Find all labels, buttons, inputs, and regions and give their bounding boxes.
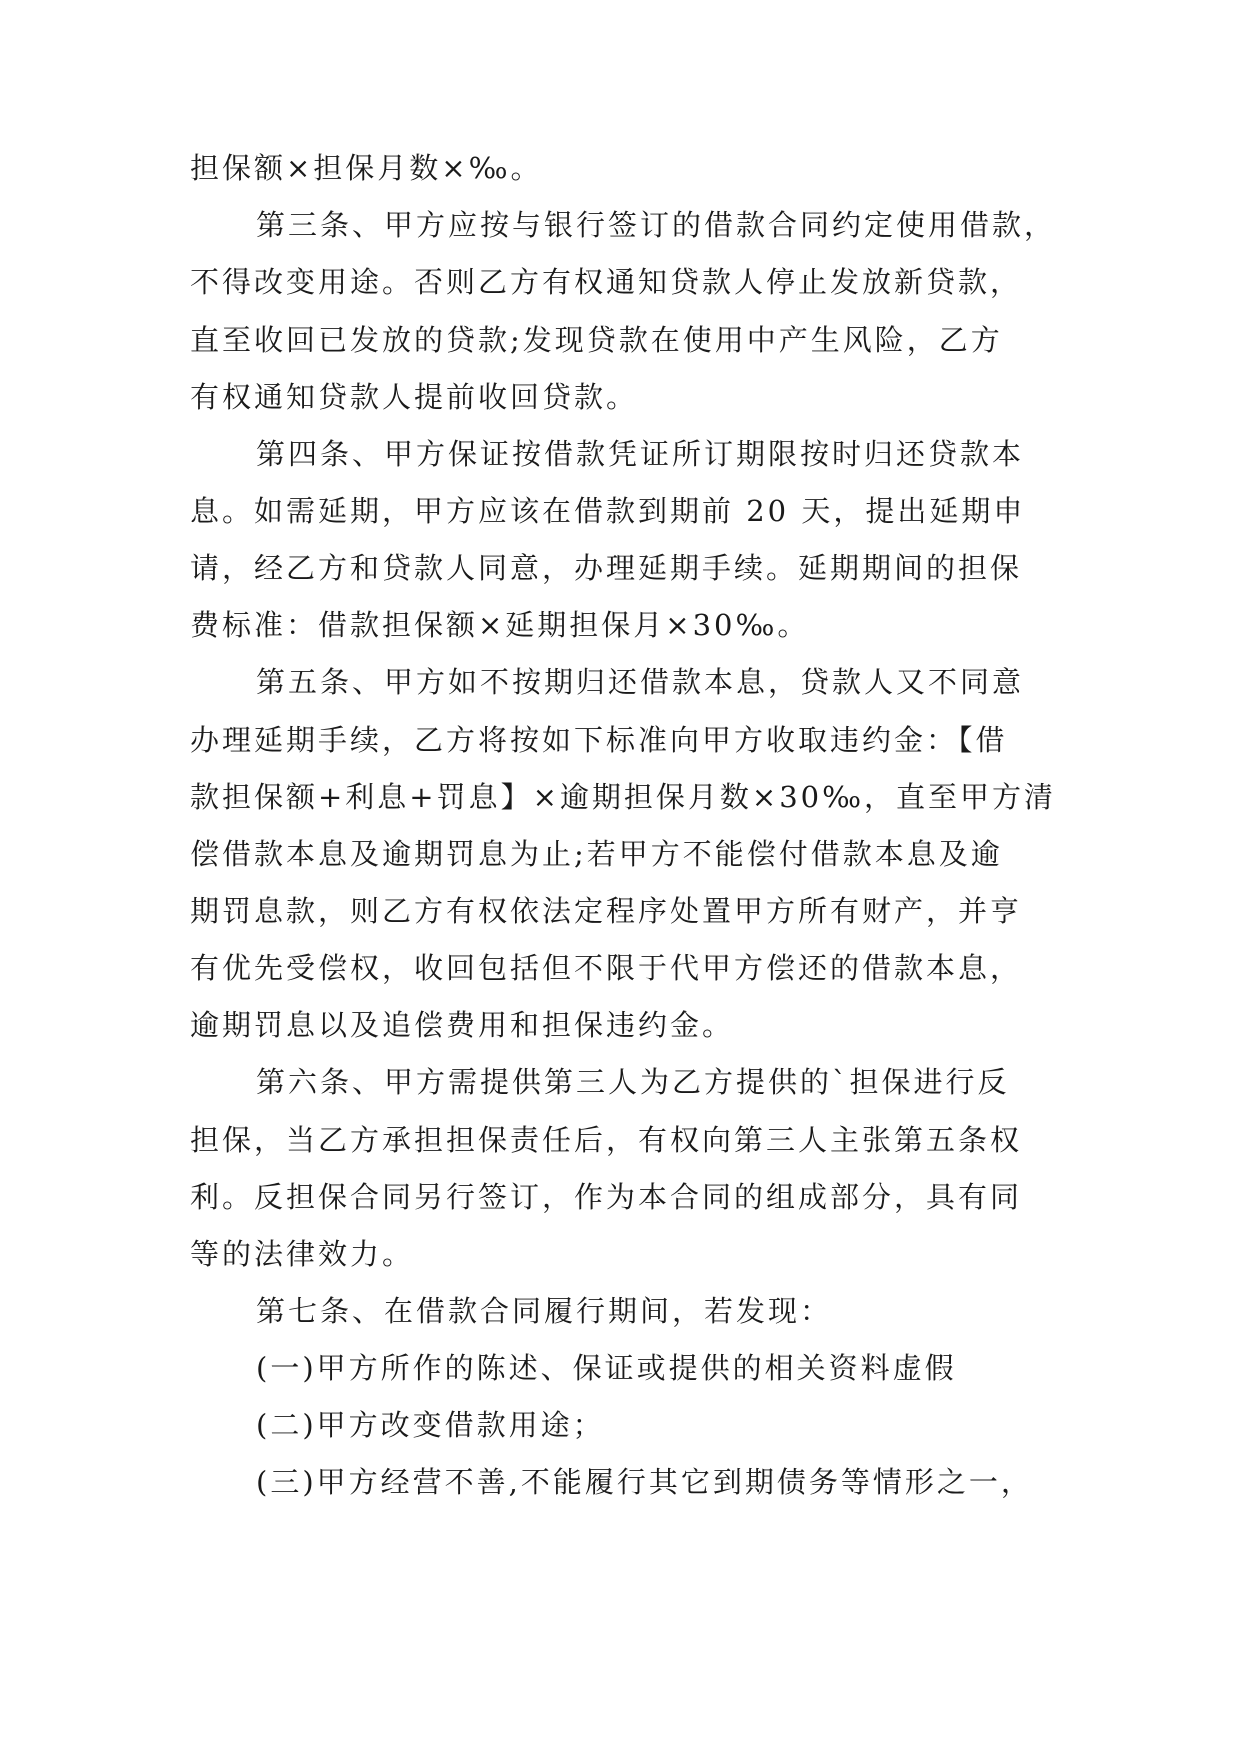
text-line: 担保额×担保月数×‰。	[190, 151, 543, 185]
text-line: 息。如需延期，甲方应该在借款到期前 20 天，提出延期申	[190, 494, 1026, 528]
text-line: 担保，当乙方承担担保责任后，有权向第三人主张第五条权	[190, 1123, 1023, 1157]
text-line: 不得改变用途。否则乙方有权通知贷款人停止发放新贷款，	[190, 265, 1023, 299]
text-line: 等的法律效力。	[190, 1237, 415, 1271]
text-line: (二)甲方改变借款用途；	[256, 1408, 605, 1442]
text-line: 第五条、甲方如不按期归还借款本息，贷款人又不同意	[256, 665, 1025, 699]
text-line: 办理延期手续，乙方将按如下标准向甲方收取违约金：【借	[190, 723, 1008, 757]
text-line: 第六条、甲方需提供第三人为乙方提供的`担保进行反	[256, 1065, 1010, 1099]
text-line: 第七条、在借款合同履行期间，若发现：	[256, 1294, 833, 1328]
text-line: 逾期罚息以及追偿费用和担保违约金。	[190, 1008, 735, 1042]
text-line: 请，经乙方和贷款人同意，办理延期手续。延期期间的担保	[190, 551, 1023, 585]
text-line: 有权通知贷款人提前收回贷款。	[190, 380, 639, 414]
text-line: 款担保额+利息+罚息】×逾期担保月数×30‰，直至甲方清	[190, 780, 1057, 814]
text-line: 费标准：借款担保额×延期担保月×30‰。	[190, 608, 810, 642]
text-line: 直至收回已发放的贷款;发现贷款在使用中产生风险，乙方	[190, 323, 1003, 357]
text-line: 有优先受偿权，收回包括但不限于代甲方偿还的借款本息，	[190, 951, 1023, 985]
text-line: 偿借款本息及逾期罚息为止;若甲方不能偿付借款本息及逾	[190, 837, 1003, 871]
text-line: (三)甲方经营不善,不能履行其它到期债务等情形之一，	[256, 1465, 1033, 1499]
text-line: (一)甲方所作的陈述、保证或提供的相关资料虚假	[256, 1351, 957, 1385]
text-line: 第三条、甲方应按与银行签订的借款合同约定使用借款，	[256, 208, 1057, 242]
text-line: 利。反担保合同另行签订，作为本合同的组成部分，具有同	[190, 1180, 1023, 1214]
text-line: 第四条、甲方保证按借款凭证所订期限按时归还贷款本	[256, 437, 1025, 471]
text-line: 期罚息款，则乙方有权依法定程序处置甲方所有财产，并亨	[190, 894, 1023, 928]
